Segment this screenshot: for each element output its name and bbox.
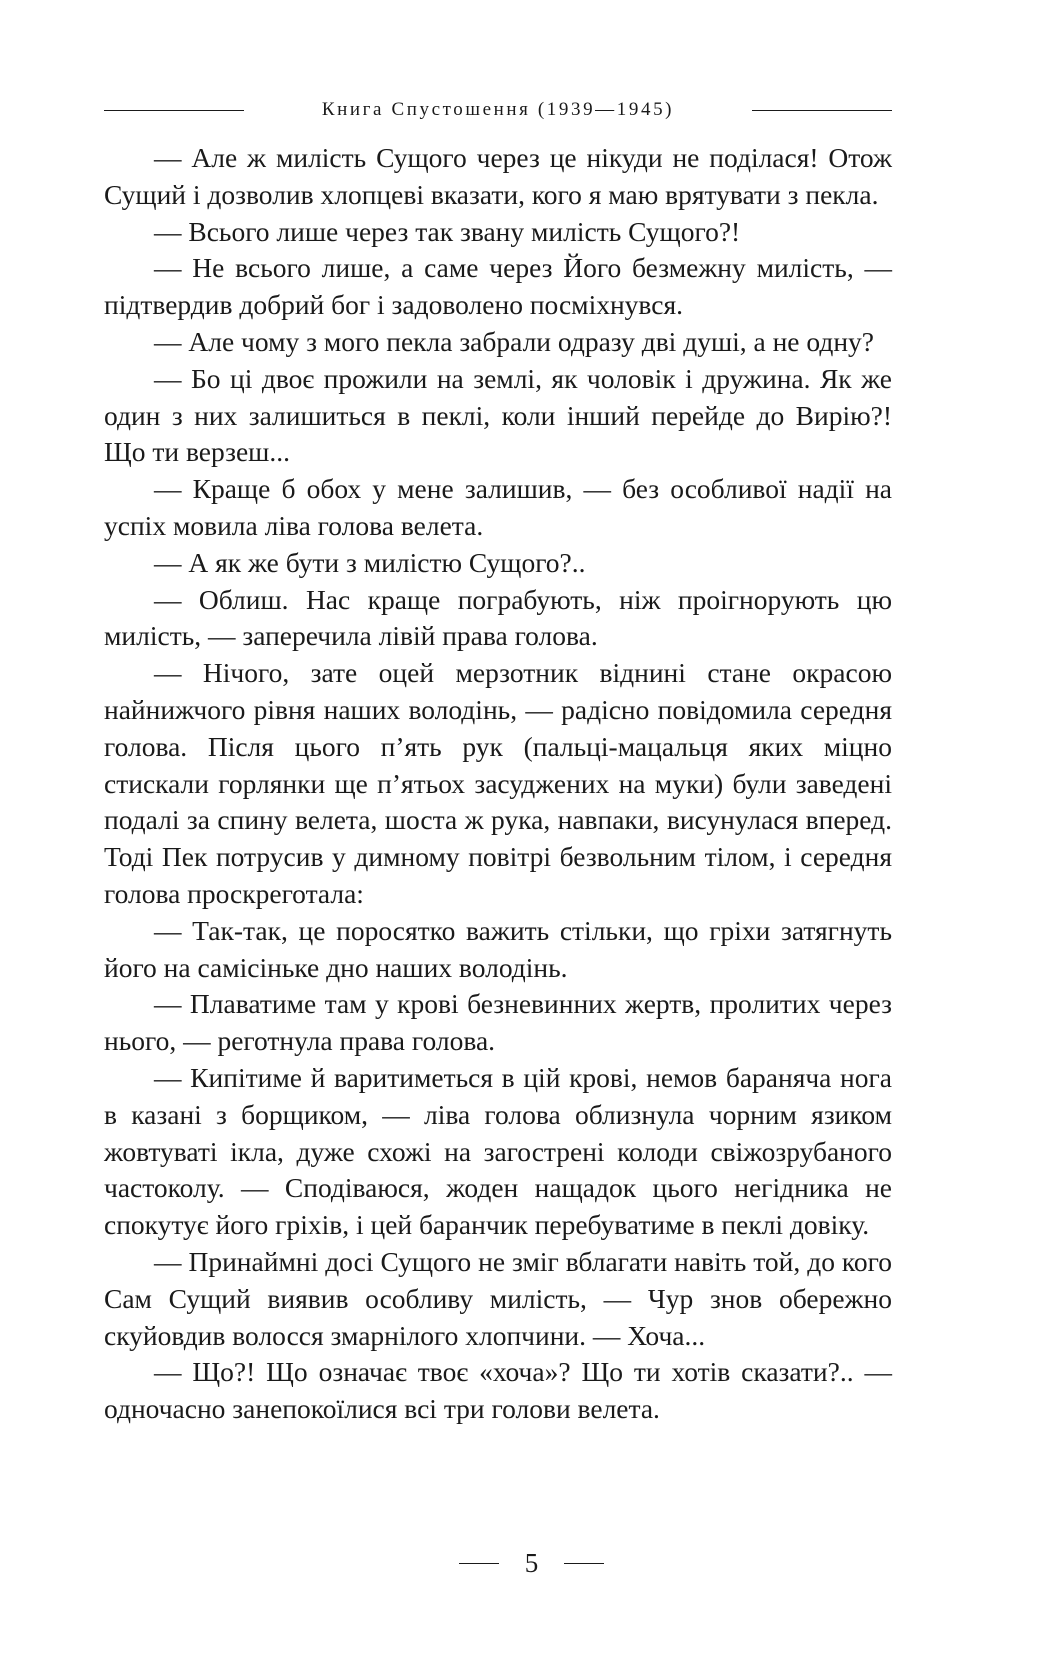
folio-dash-right [564, 1563, 604, 1564]
page-number: 5 [524, 1548, 539, 1578]
paragraph: — Бо ці двоє прожили на землі, як чоловік і дружина. Як же один з них залишиться в пеклі, коли інший перейде до Вирію?! Що ти верзеш... [104, 362, 892, 468]
body-text [104, 140, 892, 1428]
paragraph: — А як же бути з милістю Сущого?.. [154, 546, 586, 578]
paragraph: — Але ж милість Сущого через це нікуди не поділася! Отож Сущий і дозволив хлопцеві вказати, кого я маю врятувати з пекла. [104, 142, 892, 210]
paragraph: — Що?! Що означає твоє «хоча»? Що ти хотів сказати?.. — одночасно занепокоїлися всі три голови велета. [104, 1356, 892, 1425]
paragraph: — Але чому з мого пекла забрали одразу дві душі, а не одну? [154, 325, 875, 357]
header-rule-right [752, 110, 892, 111]
paragraph: — Краще б обох у мене залишив, — без особливої надії на успіх мовила ліва голова велета. [104, 473, 892, 541]
paragraph: — Принаймні досі Сущого не зміг вблагати навіть той, до кого Сам Сущий виявив особливу милість, — Чур знов обережно скуйовдив волосся змарнілого хлопчини. — Хоча... [104, 1245, 892, 1351]
running-title: Книга Спустошення (1939—1945) [321, 99, 675, 120]
paragraph: — Кипітиме й варитиметься в цій крові, немов баранячa нога в казані з борщиком, — ліва голова облизнула чорним язиком жовтуваті ікла, дуже схожі на загострені колоди свіжозрубаного частоколу. — Сподіваюся, жоден нащадок цього негідника не спокутує його гріхів, і цей баранчик перебуватиме в пеклі довіку. [104, 1061, 892, 1241]
paragraph: — Не всього лише, а саме через Його безмежну милість, — підтвердив добрий бог і задоволено посміхнувся. [104, 252, 892, 321]
paragraph: — Всього лише через так звану милість Сущого?! [154, 215, 741, 247]
paragraph: — Облиш. Нас краще пограбують, ніж проігнорують цю милість, — заперечила лівій права голова. [104, 583, 892, 652]
header-rule-left [104, 110, 244, 111]
paragraph: — Так-так, це поросятко важить стільки, що гріхи затягнуть його на самісіньке дно наших володінь. [104, 914, 892, 983]
paragraph: — Нічого, зате оцей мерзотник віднині стане окрасою найнижчого рівня наших володінь, — радісно повідомила середня голова. Після цього п’ять рук (пальці-мацальця яких міцно стискали горлянки ще п’ятьох засуджених на муки) були заведені подалі за спину велета, шоста ж рука, навпаки, висунулася вперед. Тоді Пек потрусив у димному повітрі безвольним тілом, і середня голова проскреготала: [104, 657, 892, 909]
paragraph: — Плаватиме там у крові безневинних жертв, пролитих через нього, — реготнула права голова. [104, 988, 892, 1057]
page-footer [0, 1548, 1063, 1578]
running-header [104, 95, 892, 125]
folio-dash-left [459, 1563, 499, 1564]
